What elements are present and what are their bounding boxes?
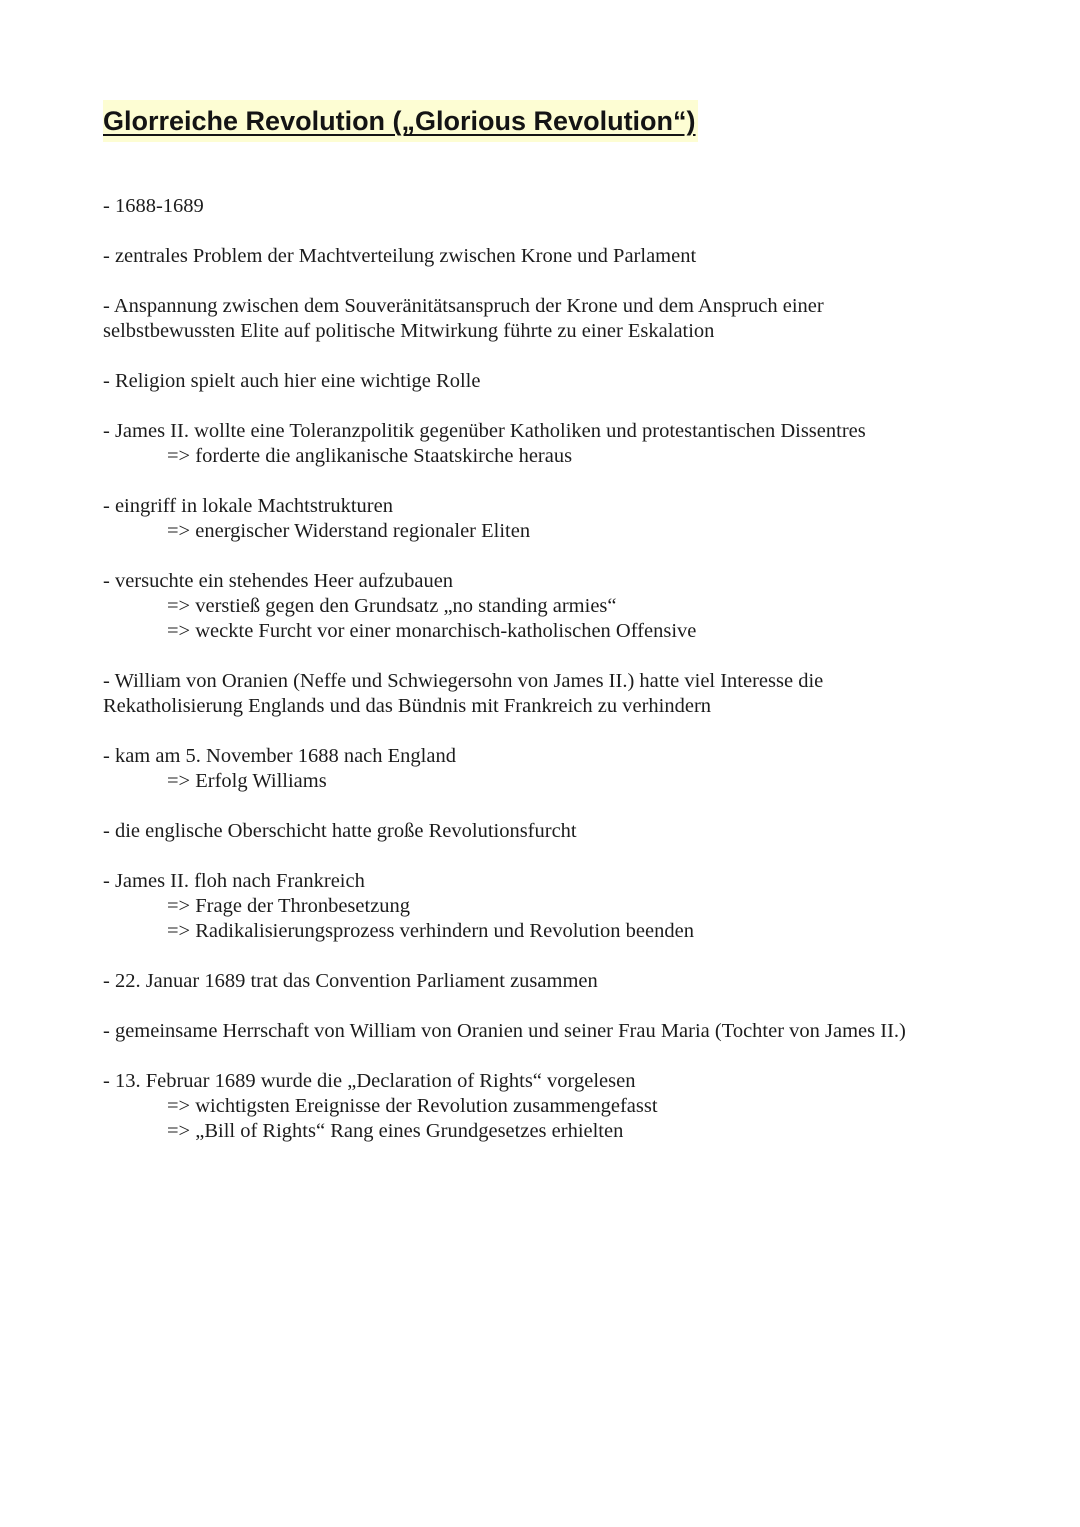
sub-point: => energischer Widerstand regionaler Eliten: [167, 520, 531, 542]
list-item: [103, 1019, 1003, 1044]
list-item-text: - versuchte ein stehendes Heer aufzubauen: [103, 570, 454, 592]
list-item: [103, 194, 1003, 219]
document-body: [103, 194, 1003, 1169]
list-item: [103, 419, 1003, 469]
list-item-text: - Anspannung zwischen dem Souveränitätsanspruch der Krone und dem Anspruch einer: [103, 295, 824, 317]
list-item-text: - zentrales Problem der Machtverteilung zwischen Krone und Parlament: [103, 245, 697, 267]
list-item-text: - gemeinsame Herrschaft von William von Oranien und seiner Frau Maria (Tochter von James II.): [103, 1020, 906, 1042]
list-item: [103, 244, 1003, 269]
list-item-text: - William von Oranien (Neffe und Schwiegersohn von James II.) hatte viel Interesse die: [103, 670, 824, 692]
sub-point: => verstieß gegen den Grundsatz „no standing armies“: [167, 595, 617, 617]
list-item: [103, 669, 1003, 719]
list-item-text: - eingriff in lokale Machtstrukturen: [103, 495, 393, 517]
list-item: [103, 1069, 1003, 1144]
list-item-text: - 13. Februar 1689 wurde die „Declaration of Rights“ vorgelesen: [103, 1070, 636, 1092]
list-item-text: - 22. Januar 1689 trat das Convention Parliament zusammen: [103, 970, 598, 992]
list-item-text: - 1688-1689: [103, 195, 204, 217]
list-item-text-continued: Rekatholisierung Englands und das Bündnis mit Frankreich zu verhindern: [103, 695, 712, 717]
list-item: [103, 494, 1003, 544]
sub-point: => wichtigsten Ereignisse der Revolution zusammengefasst: [167, 1095, 658, 1117]
list-item: [103, 869, 1003, 944]
sub-point: => forderte die anglikanische Staatskirche heraus: [167, 445, 573, 467]
document-page: [103, 100, 1023, 1142]
list-item: [103, 569, 1003, 644]
sub-point: => Radikalisierungsprozess verhindern und Revolution beenden: [167, 920, 694, 942]
list-item-text: - Religion spielt auch hier eine wichtige Rolle: [103, 370, 481, 392]
sub-point: => Erfolg Williams: [167, 770, 327, 792]
list-item: [103, 744, 1003, 794]
list-item: [103, 819, 1003, 844]
list-item-text-continued: selbstbewussten Elite auf politische Mitwirkung führte zu einer Eskalation: [103, 320, 715, 342]
list-item-text: - die englische Oberschicht hatte große Revolutionsfurcht: [103, 820, 577, 842]
list-item-text: - James II. floh nach Frankreich: [103, 870, 365, 892]
list-item: [103, 369, 1003, 394]
page-title: Glorreiche Revolution („Glorious Revolution“): [103, 100, 698, 142]
list-item: [103, 969, 1003, 994]
sub-point: => weckte Furcht vor einer monarchisch-katholischen Offensive: [167, 620, 697, 642]
list-item: [103, 294, 1003, 344]
list-item-text: - kam am 5. November 1688 nach England: [103, 745, 456, 767]
sub-point: => Frage der Thronbesetzung: [167, 895, 411, 917]
list-item-text: - James II. wollte eine Toleranzpolitik gegenüber Katholiken und protestantischen Dissentres: [103, 420, 866, 442]
sub-point: => „Bill of Rights“ Rang eines Grundgesetzes erhielten: [167, 1120, 624, 1142]
